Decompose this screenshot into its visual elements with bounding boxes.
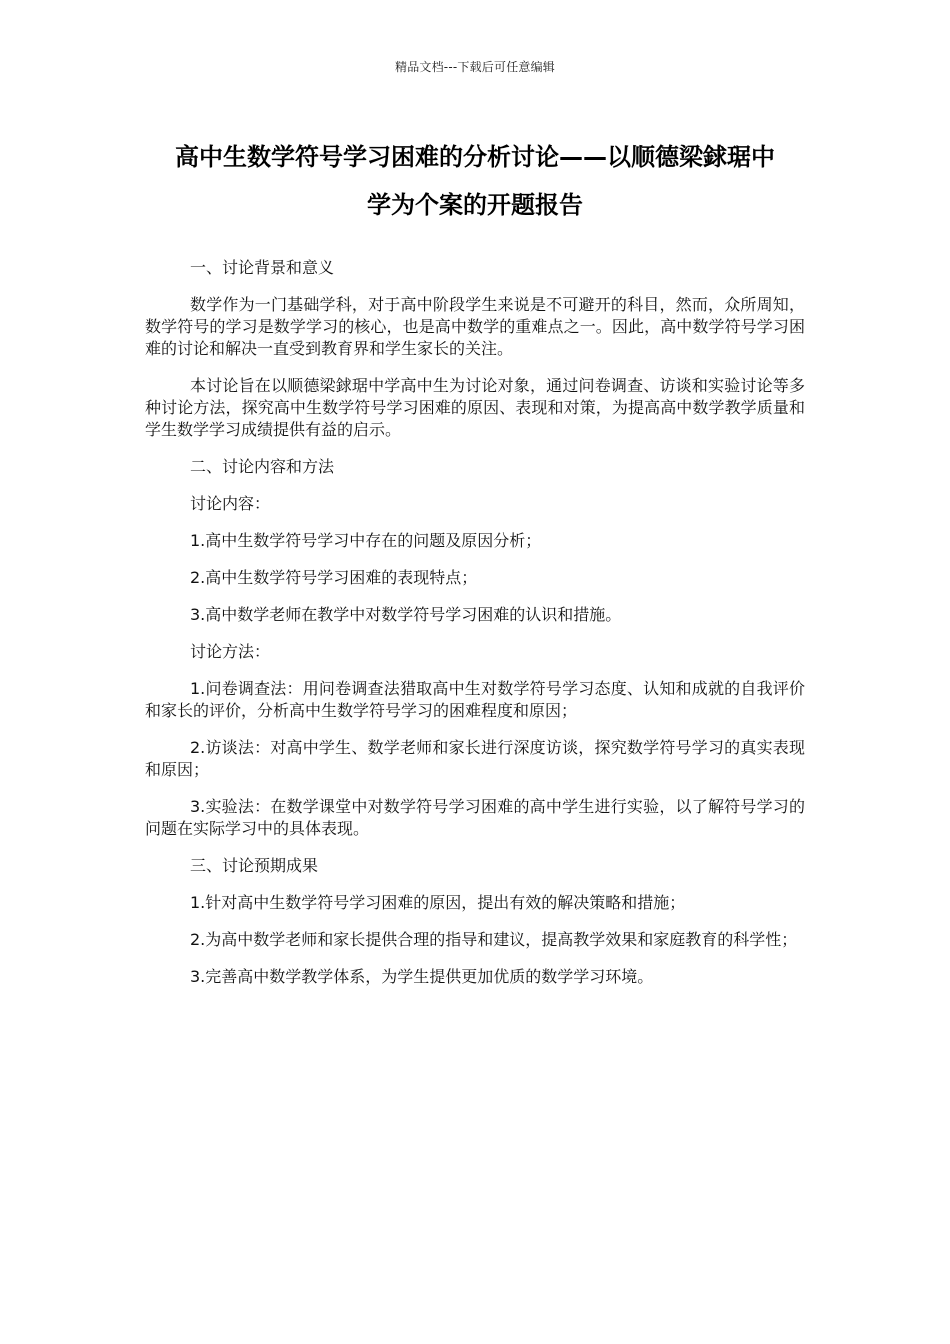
title-line-1: 高中生数学符号学习困难的分析讨论——以顺德梁銶琚中 (175, 143, 775, 171)
paragraph-purpose: 本讨论旨在以顺德梁銶琚中学高中生为讨论对象，通过问卷调查、访谈和实验讨论等多种讨论方法，探究高中生数学符号学习困难的原因、表现和对策，为提高高中数学教学质量和学生数学学习成绩提供有益的启示。 (145, 376, 805, 439)
method-item-1: 1.问卷调查法：用问卷调查法猎取高中生对数学符号学习态度、认知和成就的自我评价和家长的评价，分析高中生数学符号学习的困难程度和原因； (145, 679, 805, 720)
document-body (145, 257, 805, 1003)
subheading-methods: 讨论方法： (190, 642, 271, 661)
content-item-1: 1.高中生数学符号学习中存在的问题及原因分析； (190, 531, 542, 550)
section-heading-outcomes: 三、讨论预期成果 (190, 856, 319, 875)
paragraph-background: 数学作为一门基础学科，对于高中阶段学生来说是不可避开的科目，然而，众所周知，数学符号的学习是数学学习的核心，也是高中数学的重难点之一。因此，高中数学符号学习困难的讨论和解决一直受到教育界和学生家长的关注。 (145, 295, 805, 358)
outcome-item-1: 1.针对高中生数学符号学习困难的原因，提出有效的解决策略和措施； (190, 893, 686, 912)
content-item-2: 2.高中生数学符号学习困难的表现特点； (190, 568, 478, 587)
document-title (140, 133, 810, 229)
title-line-2: 学为个案的开题报告 (367, 191, 583, 219)
outcome-item-3: 3.完善高中数学教学体系，为学生提供更加优质的数学学习环境。 (190, 967, 654, 986)
section-heading-content-methods: 二、讨论内容和方法 (190, 457, 335, 476)
header-note: 精品文档---下载后可任意编辑 (395, 60, 555, 74)
method-item-2: 2.访谈法：对高中学生、数学老师和家长进行深度访谈，探究数学符号学习的真实表现和原因； (145, 738, 805, 779)
method-item-3: 3.实验法：在数学课堂中对数学符号学习困难的高中学生进行实验，以了解符号学习的问题在实际学习中的具体表现。 (145, 797, 805, 838)
section-heading-background: 一、讨论背景和意义 (190, 258, 335, 277)
subheading-content: 讨论内容： (190, 494, 271, 513)
outcome-item-2: 2.为高中数学老师和家长提供合理的指导和建议，提高教学效果和家庭教育的科学性； (190, 930, 798, 949)
content-item-3: 3.高中数学老师在教学中对数学符号学习困难的认识和措施。 (190, 605, 622, 624)
